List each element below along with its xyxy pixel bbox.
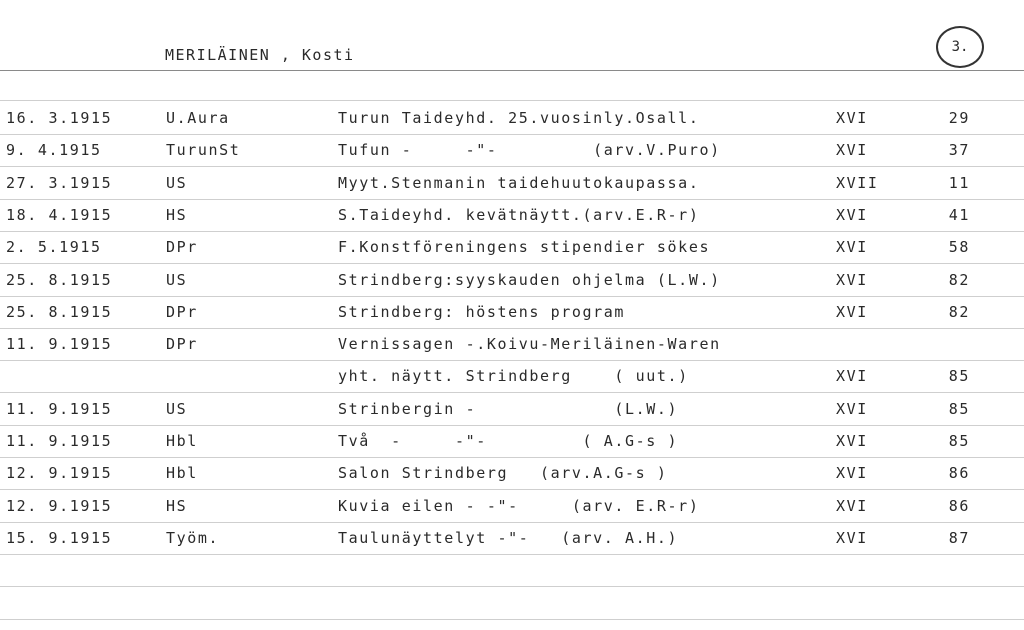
entry-title: Kuvia eilen - -"- (arv. E.R-r) <box>338 496 700 515</box>
entry-volume: XVI <box>836 367 868 386</box>
entry-title: yht. näytt. Strindberg ( uut.) <box>338 367 689 386</box>
entry-source: US <box>166 270 188 289</box>
entry-source: U.Aura <box>166 109 230 127</box>
entry-date: 16. 3.1915 <box>6 109 113 127</box>
entry-source: Työm. <box>166 528 220 547</box>
entry-volume: XVI <box>836 205 868 224</box>
entry-row <box>0 141 1024 163</box>
card-number-circle: 3. <box>936 26 984 68</box>
entry-title: S.Taideyhd. kevätnäytt.(arv.E.R-r) <box>338 205 700 224</box>
entry-date: 25. 8.1915 <box>6 302 113 321</box>
person-name: MERILÄINEN , Kosti <box>165 46 355 64</box>
entry-row <box>0 335 1024 357</box>
entry-source: TurunSt <box>166 141 241 160</box>
entry-row <box>0 529 1024 551</box>
entry-date: 25. 8.1915 <box>6 270 113 289</box>
ruled-line <box>0 586 1024 587</box>
entry-source: US <box>166 399 188 418</box>
entry-date: 12. 9.1915 <box>6 496 113 515</box>
entry-date: 11. 9.1915 <box>6 399 113 418</box>
entry-date: 18. 4.1915 <box>6 205 113 224</box>
entry-source: DPr <box>166 335 198 354</box>
entry-title: Taulunäyttelyt -"- (arv. A.H.) <box>338 528 679 547</box>
entry-volume: XVI <box>836 270 868 289</box>
ruled-line <box>0 100 1024 101</box>
entry-title: Strinbergin - (L.W.) <box>338 399 679 418</box>
ruled-line <box>0 263 1024 264</box>
entry-volume: XVI <box>836 302 868 321</box>
entry-title: Turun Taideyhd. 25.vuosinly.Osall. <box>338 109 700 127</box>
entry-page: 82 <box>948 270 970 289</box>
entry-volume: XVI <box>836 528 868 547</box>
ruled-line <box>0 328 1024 329</box>
entry-volume: XVI <box>836 432 868 450</box>
entry-date: 11. 9.1915 <box>6 335 113 354</box>
entry-title: Strindberg:syyskauden ohjelma (L.W.) <box>338 270 721 289</box>
ruled-line <box>0 360 1024 361</box>
entry-page: 11 <box>948 173 970 192</box>
entry-row <box>0 497 1024 519</box>
entry-row <box>0 174 1024 196</box>
entry-page: 85 <box>948 367 970 386</box>
header-rule <box>0 70 1024 71</box>
ruled-line <box>0 457 1024 458</box>
entry-page: 86 <box>948 496 970 515</box>
entry-volume: XVI <box>836 238 868 257</box>
entry-title: F.Konstföreningens stipendier sökes <box>338 238 711 257</box>
entry-date: 27. 3.1915 <box>6 173 113 192</box>
entry-page: 86 <box>948 464 970 483</box>
ruled-line <box>0 425 1024 426</box>
entry-source: HS <box>166 205 188 224</box>
ruled-line <box>0 296 1024 297</box>
ruled-line <box>0 134 1024 135</box>
entry-volume: XVI <box>836 464 868 483</box>
entry-row <box>0 271 1024 293</box>
entry-title: Strindberg: höstens program <box>338 302 626 321</box>
entry-source: Hbl <box>166 464 198 483</box>
entry-page: 58 <box>948 238 970 257</box>
entry-page: 85 <box>948 399 970 418</box>
entry-page: 37 <box>948 141 970 160</box>
entry-source: US <box>166 173 188 192</box>
ruled-line <box>0 231 1024 232</box>
entry-row <box>0 238 1024 260</box>
entry-source: DPr <box>166 238 198 257</box>
ruled-line <box>0 619 1024 620</box>
entry-row <box>0 109 1024 131</box>
entry-title: Två - -"- ( A.G-s ) <box>338 432 679 450</box>
entry-volume: XVII <box>836 173 879 192</box>
entry-row <box>0 367 1024 389</box>
entry-row <box>0 206 1024 228</box>
ruled-line <box>0 522 1024 523</box>
entry-row <box>0 400 1024 422</box>
ruled-line <box>0 489 1024 490</box>
entry-page: 82 <box>948 302 970 321</box>
entry-date: 9. 4.1915 <box>6 141 102 160</box>
entry-volume: XVI <box>836 141 868 160</box>
entry-title: Vernissagen -.Koivu-Meriläinen-Waren <box>338 335 721 354</box>
entry-row <box>0 303 1024 325</box>
entry-source: Hbl <box>166 432 198 450</box>
ruled-line <box>0 166 1024 167</box>
ruled-line <box>0 199 1024 200</box>
entry-date: 11. 9.1915 <box>6 432 113 450</box>
entry-page: 29 <box>948 109 970 127</box>
entry-title: Tufun - -"- (arv.V.Puro) <box>338 141 721 160</box>
entry-title: Myyt.Stenmanin taidehuutokaupassa. <box>338 173 700 192</box>
ruled-line <box>0 554 1024 555</box>
entry-volume: XVI <box>836 496 868 515</box>
ruled-line <box>0 392 1024 393</box>
entry-source: HS <box>166 496 188 515</box>
entry-row <box>0 464 1024 486</box>
entry-page: 85 <box>948 432 970 450</box>
entry-date: 15. 9.1915 <box>6 528 113 547</box>
entry-page: 87 <box>948 528 970 547</box>
entry-volume: XVI <box>836 399 868 418</box>
entry-title: Salon Strindberg (arv.A.G-s ) <box>338 464 668 483</box>
entry-row <box>0 432 1024 454</box>
entry-source: DPr <box>166 302 198 321</box>
entry-volume: XVI <box>836 109 868 127</box>
entry-date: 12. 9.1915 <box>6 464 113 483</box>
entry-page: 41 <box>948 205 970 224</box>
entry-date: 2. 5.1915 <box>6 238 102 257</box>
